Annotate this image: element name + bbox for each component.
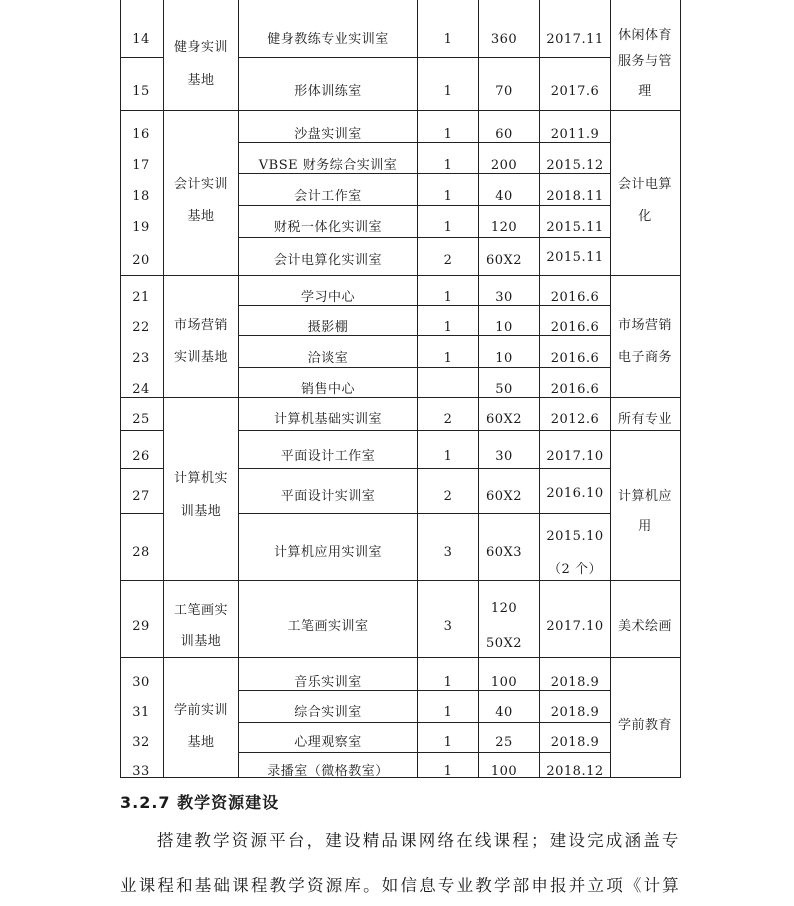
room-name: 心理观察室 <box>294 735 362 750</box>
build-date: 2016.6 <box>550 382 600 397</box>
room-area: 30 <box>495 449 513 464</box>
room-quantity: 1 <box>443 189 453 204</box>
room-name: 健身教练专业实训室 <box>267 32 389 47</box>
served-major: 理 <box>638 84 652 99</box>
room-name: 综合实训室 <box>294 705 362 720</box>
row-number: 17 <box>132 158 150 173</box>
room-quantity: 1 <box>443 735 453 750</box>
build-date: 2018.12 <box>546 764 604 779</box>
row-number: 27 <box>132 489 150 504</box>
build-date: 2016.6 <box>550 351 600 366</box>
room-area: 70 <box>495 84 513 99</box>
room-area: 60X2 <box>485 253 523 268</box>
section-heading: 3.2.7 教学资源建设 <box>120 793 280 812</box>
room-name: 音乐实训室 <box>294 675 362 690</box>
room-name: 摄影棚 <box>307 320 349 335</box>
row-number: 14 <box>132 32 150 47</box>
row-number: 23 <box>132 351 150 366</box>
served-major: 所有专业 <box>617 412 673 427</box>
build-date: 2018.9 <box>550 705 600 720</box>
build-date: 2018.11 <box>546 189 604 204</box>
row-number: 26 <box>132 449 150 464</box>
room-area: 60 <box>495 127 513 142</box>
room-area: 25 <box>495 735 513 750</box>
room-name: 计算机基础实训室 <box>273 412 383 427</box>
base-name: 健身实训 <box>173 40 229 55</box>
room-area: 200 <box>490 158 518 173</box>
build-date: 2017.11 <box>546 32 604 47</box>
base-name: 市场营销 <box>173 318 229 333</box>
build-date: 2018.9 <box>550 735 600 750</box>
room-quantity: 3 <box>443 545 453 560</box>
build-date: 2015.11 <box>546 220 604 235</box>
served-major: 美术绘画 <box>617 619 673 634</box>
base-name: 实训基地 <box>173 350 229 365</box>
build-date: 2012.6 <box>550 412 600 427</box>
room-name: 平面设计实训室 <box>280 489 376 504</box>
room-area: 60X2 <box>485 489 523 504</box>
room-area: 60X3 <box>485 545 523 560</box>
room-quantity: 1 <box>443 158 453 173</box>
row-number: 30 <box>132 675 150 690</box>
row-number: 25 <box>132 412 150 427</box>
base-name: 工笔画实 <box>173 603 229 618</box>
build-date: 2015.10 <box>546 529 604 544</box>
room-quantity: 1 <box>443 449 453 464</box>
room-area: 100 <box>490 764 518 779</box>
room-area: 120 <box>490 220 518 235</box>
base-name: 训基地 <box>180 504 222 519</box>
room-quantity: 1 <box>443 220 453 235</box>
room-area: 360 <box>490 32 518 47</box>
base-name: 基地 <box>187 209 215 224</box>
room-quantity: 3 <box>443 619 453 634</box>
room-area: 30 <box>495 290 513 305</box>
room-name: 洽谈室 <box>307 351 349 366</box>
row-number: 18 <box>132 189 150 204</box>
build-date: 2015.12 <box>546 158 604 173</box>
room-name: 工笔画实训室 <box>287 619 369 634</box>
room-quantity: 1 <box>443 764 453 779</box>
served-major: 服务与管 <box>617 54 673 69</box>
base-name: 学前实训 <box>173 703 229 718</box>
served-major: 休闲体育 <box>617 28 673 43</box>
served-major: 电子商务 <box>617 350 673 365</box>
build-date-note: （2 个） <box>548 562 602 577</box>
room-quantity: 1 <box>443 32 453 47</box>
row-number: 20 <box>132 253 150 268</box>
build-date: 2016.6 <box>550 290 600 305</box>
base-name: 计算机实 <box>173 471 229 486</box>
room-quantity: 1 <box>443 84 453 99</box>
room-quantity: 1 <box>443 351 453 366</box>
room-name: 学习中心 <box>300 290 356 305</box>
build-date: 2015.11 <box>546 250 604 265</box>
room-quantity: 1 <box>443 290 453 305</box>
room-area: 40 <box>495 705 513 720</box>
served-major: 学前教育 <box>617 718 673 733</box>
room-area: 10 <box>495 351 513 366</box>
served-major: 用 <box>638 519 652 534</box>
build-date: 2011.9 <box>550 127 600 142</box>
room-area: 50 <box>495 382 513 397</box>
room-name: 计算机应用实训室 <box>273 545 383 560</box>
room-name: 录播室（微格教室） <box>267 764 389 779</box>
served-major: 化 <box>638 209 652 224</box>
labs-table <box>120 0 681 778</box>
room-name: 沙盘实训室 <box>294 127 362 142</box>
served-major: 会计电算 <box>617 177 673 192</box>
base-name: 基地 <box>187 735 215 750</box>
room-area: 120 <box>490 601 518 616</box>
room-name: 会计工作室 <box>294 189 362 204</box>
served-major: 市场营销 <box>617 318 673 333</box>
room-area: 60X2 <box>485 412 523 427</box>
build-date: 2017.10 <box>546 619 604 634</box>
row-number: 22 <box>132 320 150 335</box>
room-quantity: 2 <box>443 489 453 504</box>
row-number: 15 <box>132 84 150 99</box>
build-date: 2017.6 <box>550 84 600 99</box>
row-number: 21 <box>132 290 150 305</box>
room-name: 销售中心 <box>300 382 356 397</box>
base-name: 会计实训 <box>173 177 229 192</box>
row-number: 24 <box>132 382 150 397</box>
room-area: 50X2 <box>485 636 523 651</box>
row-number: 32 <box>132 735 150 750</box>
build-date: 2018.9 <box>550 675 600 690</box>
room-area: 100 <box>490 675 518 690</box>
row-number: 33 <box>132 764 150 779</box>
room-name: 平面设计工作室 <box>280 449 376 464</box>
room-quantity: 1 <box>443 705 453 720</box>
room-quantity: 1 <box>443 127 453 142</box>
room-name: VBSE 财务综合实训室 <box>258 158 398 173</box>
room-quantity: 1 <box>443 675 453 690</box>
room-area: 10 <box>495 320 513 335</box>
room-quantity: 1 <box>443 320 453 335</box>
row-number: 28 <box>132 545 150 560</box>
room-name: 形体训练室 <box>294 84 362 99</box>
served-major: 计算机应 <box>617 489 673 504</box>
paragraph-line: 搭建教学资源平台，建设精品课网络在线课程；建设完成涵盖专 <box>157 831 681 850</box>
base-name: 基地 <box>187 73 215 88</box>
build-date: 2017.10 <box>546 449 604 464</box>
room-name: 财税一体化实训室 <box>273 220 383 235</box>
room-name: 会计电算化实训室 <box>273 253 383 268</box>
row-number: 31 <box>132 705 150 720</box>
room-quantity: 2 <box>443 253 453 268</box>
row-number: 16 <box>132 127 150 142</box>
build-date: 2016.10 <box>546 486 604 501</box>
room-area: 40 <box>495 189 513 204</box>
row-number: 19 <box>132 220 150 235</box>
build-date: 2016.6 <box>550 320 600 335</box>
paragraph-line: 业课程和基础课程教学资源库。如信息专业教学部申报并立项《计算 <box>120 876 681 895</box>
row-number: 29 <box>132 619 150 634</box>
base-name: 训基地 <box>180 634 222 649</box>
room-quantity: 2 <box>443 412 453 427</box>
